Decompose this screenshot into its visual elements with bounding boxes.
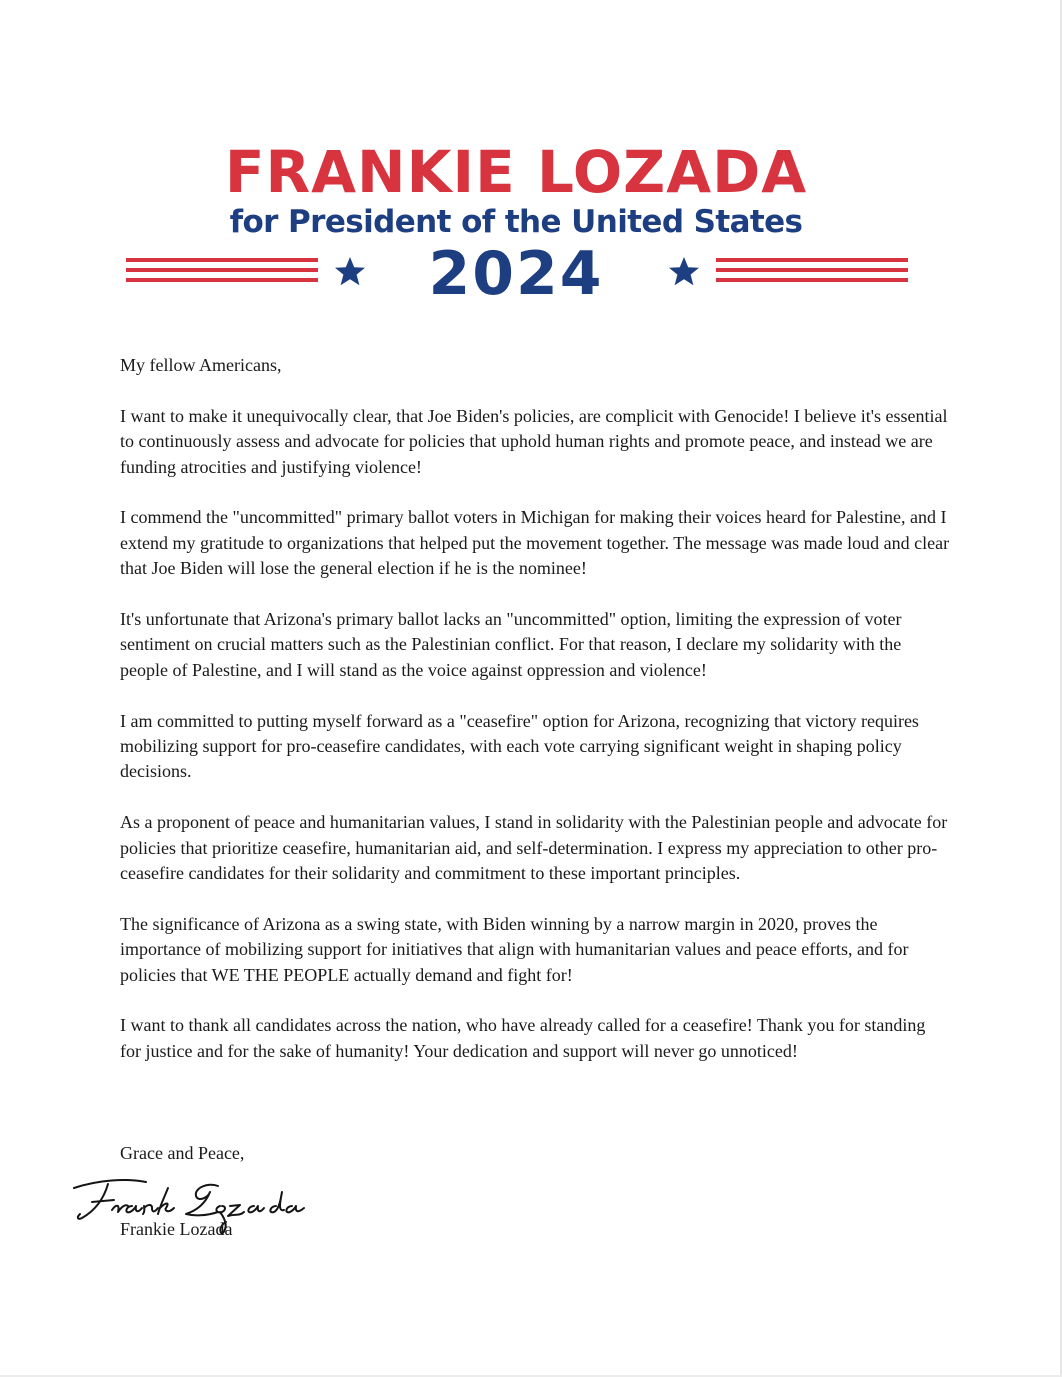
letter-body xyxy=(120,353,950,1090)
paragraph-6: The significance of Arizona as a swing state, with Biden winning by a narrow margin in 2020, proves the importance of mobilizing support for initiatives that align with humanitarian values and peace efforts, and for policies that WE THE PEOPLE actually demand and fight for! xyxy=(120,913,909,985)
signer-name: Frankie Lozada xyxy=(120,1219,233,1239)
star-icon xyxy=(332,254,368,290)
paragraph-7: I want to thank all candidates across the nation, who have already called for a ceasefire! Thank you for standing for justice and for the sake of humanity! Your dedication and support will never go unnoticed! xyxy=(120,1015,926,1061)
campaign-logo xyxy=(120,138,912,309)
logo-candidate-name: FRANKIE LOZADA xyxy=(224,138,808,206)
closing: Grace and Peace, xyxy=(120,1143,245,1163)
left-stripes xyxy=(126,258,318,285)
paragraph-3: It's unfortunate that Arizona's primary ballot lacks an "uncommitted" option, limiting the expression of voter sentiment on crucial matters such as the Palestinian conflict. For that reason, I declare my solidarity with the people of Palestine, and I will stand as the voice against oppression and violence! xyxy=(120,609,902,680)
greeting: My fellow Americans, xyxy=(120,355,282,375)
paragraph-4: I am committed to putting myself forward as a "ceasefire" option for Arizona, recognizing that victory requires mobilizing support for pro-ceasefire candidates, with each vote carrying significant weight in shaping policy decisions. xyxy=(120,710,919,782)
logo-tagline: for President of the United States xyxy=(229,204,803,240)
right-stripes xyxy=(716,258,908,285)
logo-year: 2024 xyxy=(428,239,604,309)
paragraph-2: I commend the "uncommitted" primary ballot voters in Michigan for making their voices heard for Palestine, and I extend my gratitude to organizations that helped put the movement together. The message was made loud and clear that Joe Biden will lose the general election if he is the nominee! xyxy=(120,507,950,579)
paragraph-5: As a proponent of peace and humanitarian values, I stand in solidarity with the Palestinian people and advocate for policies that prioritize ceasefire, humanitarian aid, and self-determination. I express my appreciation to other pro-ceasefire candidates for their solidarity and commitment to these important principles. xyxy=(120,812,948,884)
paragraph-1: I want to make it unequivocally clear, that Joe Biden's policies, are complicit with Genocide! I believe it's essential to continuously assess and advocate for policies that uphold human rights and promote peace, and instead we are funding atrocities and justifying violence! xyxy=(120,405,948,477)
star-icon xyxy=(666,254,702,290)
